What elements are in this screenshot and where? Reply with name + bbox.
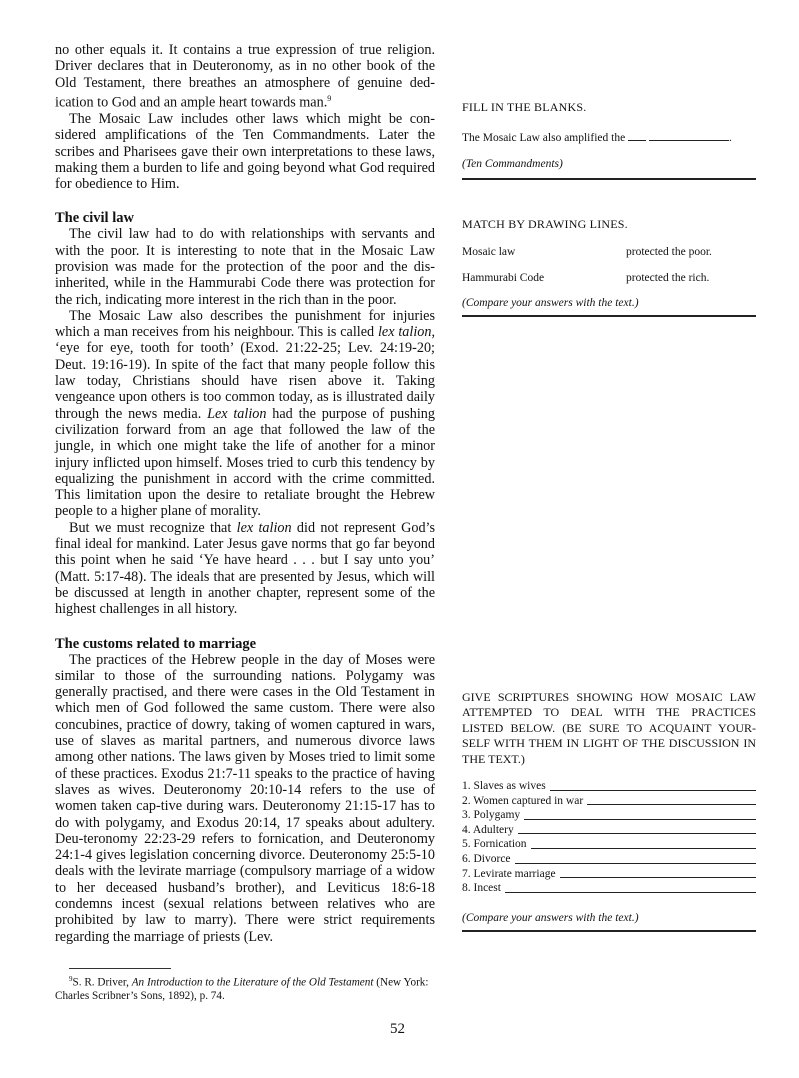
scriptures-exercise [462,690,756,932]
exercise-divider [462,178,756,180]
answer-line[interactable] [531,837,756,849]
answer-line[interactable] [560,867,756,879]
fill-in-blanks-exercise [462,100,756,180]
match-right-item[interactable]: protected the rich. [626,272,710,284]
list-item: 5. Fornication [462,837,756,852]
main-text-column [55,42,435,1004]
list-item: 7. Levirate marriage [462,867,756,882]
match-right-item[interactable]: protected the poor. [626,246,712,258]
blank-field-2[interactable] [649,129,729,141]
list-item: 8. Incest [462,881,756,896]
fill-blank-prompt: The Mosaic Law also amplified the . [462,129,756,144]
blank-field-1[interactable] [628,129,646,141]
match-left-item[interactable]: Hammurabi Code [462,272,545,284]
answer-line[interactable] [505,881,756,893]
scriptures-note: (Compare your answers with the text.) [462,911,639,924]
exercise-divider [462,315,756,317]
footnote: $^9$S. R. Driver, An Introduction to the Literature of the Old Testament (New York: Charles Scribner’s Sons, 1892), p. 74. [55,974,429,1003]
list-item: 3. Polygamy [462,808,756,823]
civil-law-paragraph-2: The Mosaic Law also describes the punishment for injuries which a man receives from his neighbour. This is called lex talion, ‘eye for eye, tooth for tooth’ (Exod. 21:22-25; Lev. 24:19-20; Deut. 19:16-19). In spite of the fact that many people follow this law today, Christians should have risen above it. Taking vengeance upon others is too common today, as is illustrated daily through the news media. Lex talion had the purpose of pushing civilization forward from an age that followed the law of the jungle, in which one might take the life of another for a minor injury inflicted upon himself. Moses tried to curb this tendency by equalizing the punishment in accord with the crime committed. This limitation upon the desire to retaliate brought the Hebrew people to a higher plane of morality. [55,307,435,520]
fill-blank-answer: (Ten Commandments) [462,158,563,170]
match-note: (Compare your answers with the text.) [462,297,639,309]
answer-line[interactable] [524,808,756,820]
list-item: 1. Slaves as wives [462,779,756,794]
list-item: 2. Women captured in war [462,794,756,809]
intro-paragraph: no other equals it. It contains a true expression of true religion. Driver declares that in Deuteronomy, as in no other book of the Old Testament, there breathes an atmosphere of genuine ded-ication to God and an ample heart towards man.$^9$ [55,42,435,111]
intro-paragraph-2: The Mosaic Law includes other laws which might be con-sidered amplifications of the Ten Commandments. Later the scribes and Pharisees gave their own interpretations to these laws, making them a burden to life and going beyond what God required for obedience to Him. [55,110,435,193]
match-left-item[interactable]: Mosaic law [462,246,516,258]
marriage-paragraph: The practices of the Hebrew people in the day of Moses were similar to those of the surrounding nations. Polygamy was generally practised, and there were cases in the Old Testament in which men of God followed the same custom. There were also concubines, practice of dowry, taking of women captured in wars, use of slaves as marital partners, and numerous divorce laws among other nations. The laws given by Moses tried to limit some of these practices. Exodus 21:7-11 speaks to the practice of having slaves as wives. Deuteronomy 20:10-14 refers to the use of women taken cap-tive during wars. Deuteronomy 21:15-17 has to do with polygamy, and Exodus 20:14, 17 speaks about adultery. Deu-teronomy 22:23-29 refers to fornication, and Deuteronomy 24:1-4 gives legislation concerning divorce. Deuteronomy 25:5-10 deals with the levirate marriage (compulsory marriage of a widow to her deceased husband’s brother), and Leviticus 18:6-18 condemns incest (sexual relations between relatives who are prohibited by law to marry). There were strict requirements regarding the marriage of priests (Lev. [55,651,435,945]
footnote-reference: 9 [327,93,332,103]
match-row [462,272,756,284]
exercise-title: MATCH BY DRAWING LINES. [462,217,628,231]
scriptures-list [462,779,756,896]
answer-line[interactable] [587,794,756,806]
match-exercise [462,217,756,317]
scriptures-instructions: GIVE SCRIPTURES SHOWING HOW MOSAIC LAW ATTEMPTED TO DEAL WITH THE PRACTICES LISTED BELOW. (BE SURE TO ACQUAINT YOUR-SELF WITH THEM IN LIGHT OF THE DISCUSSION IN THE TEXT.) [462,690,756,766]
civil-law-paragraph-3: But we must recognize that lex talion did not represent God’s final ideal for mankind. Later Jesus gave norms that go far beyond this point when he said ‘Ye have heard . . . but I say unto you’ (Matt. 5:17-48). The ideals that are presented by Jesus, which will be discussed at length in another chapter, represent some of the highest challenges in all history. [55,519,435,618]
answer-line[interactable] [515,852,756,864]
footnote-divider [69,968,171,969]
answer-line[interactable] [518,823,756,835]
answer-line[interactable] [550,779,756,791]
exercise-divider [462,930,756,932]
list-item: 6. Divorce [462,852,756,867]
page-number: 52 [390,1021,405,1037]
civil-law-paragraph-1: The civil law had to do with relationships with servants and with the poor. It is interesting to note that in the Mosaic Law provision was made for the protection of the poor and the dis-inherited, while in the Hammurabi Code there was protection for the rich, indicating more interest in the rich than in the poor. [55,226,435,308]
section-heading-marriage: The customs related to marriage [55,635,257,652]
section-heading-civil-law: The civil law [55,210,134,227]
list-item: 4. Adultery [462,823,756,838]
match-row [462,246,756,258]
exercise-title: FILL IN THE BLANKS. [462,100,587,114]
